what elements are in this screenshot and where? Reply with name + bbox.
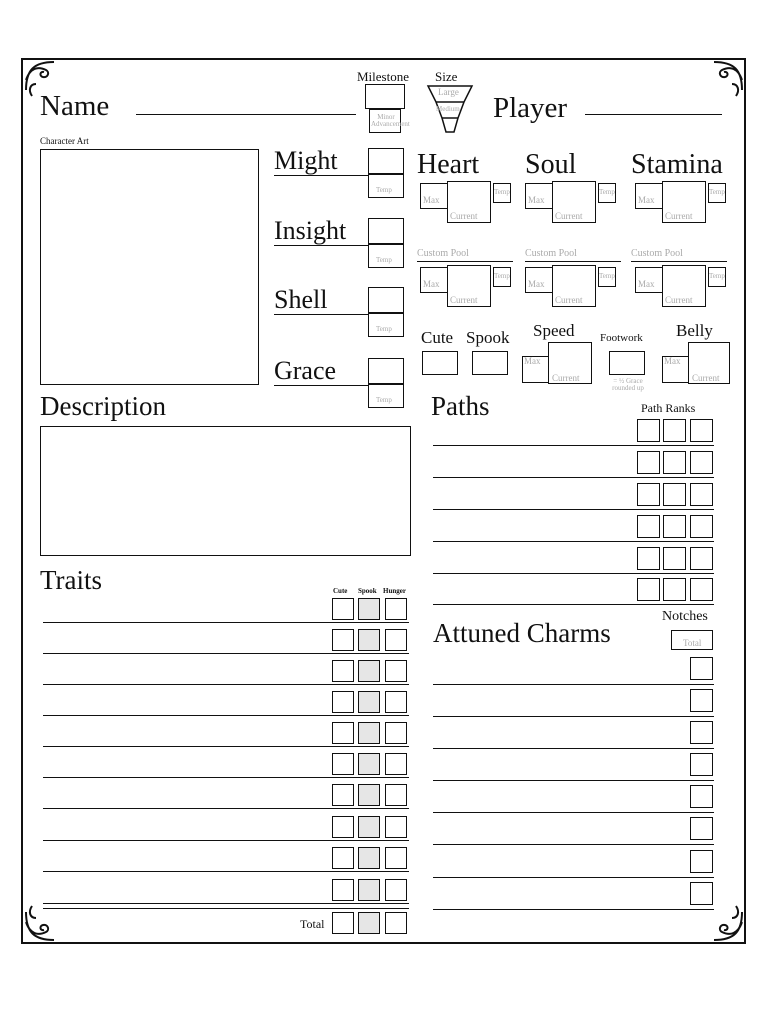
path-rank-box-1-2[interactable] xyxy=(690,451,713,474)
trait-line-7[interactable] xyxy=(43,840,409,841)
path-rank-box-2-0[interactable] xyxy=(637,483,660,506)
custom-pool-temp-label-0: Temp xyxy=(494,272,510,280)
charm-notch-box-5[interactable] xyxy=(690,817,713,840)
trait-spook-box-6[interactable] xyxy=(358,784,380,806)
trait-hunger-box-6[interactable] xyxy=(385,784,407,806)
path-ranks-label: Path Ranks xyxy=(641,401,696,415)
path-rank-box-0-2[interactable] xyxy=(690,419,713,442)
character-art-box[interactable] xyxy=(40,149,259,385)
attribute-label-0: Might xyxy=(274,146,338,175)
trait-line-5[interactable] xyxy=(43,777,409,778)
custom-pool-max-label-1: Max xyxy=(528,279,545,289)
trait-line-last[interactable] xyxy=(43,908,409,909)
trait-hunger-box-2[interactable] xyxy=(385,660,407,682)
traits-total-hunger-box[interactable] xyxy=(385,912,407,934)
pool-temp-label-0: Temp xyxy=(494,188,510,196)
trait-line-3[interactable] xyxy=(43,715,409,716)
charm-line-5[interactable] xyxy=(433,844,714,845)
custom-pool-label-1: Custom Pool xyxy=(525,248,577,259)
cute-box[interactable] xyxy=(422,351,458,375)
path-rank-box-4-1[interactable] xyxy=(663,547,686,570)
attribute-label-1: Insight xyxy=(274,216,347,245)
trait-spook-box-7[interactable] xyxy=(358,816,380,838)
trait-cute-box-6[interactable] xyxy=(332,784,354,806)
path-rank-box-2-2[interactable] xyxy=(690,483,713,506)
path-rank-box-4-0[interactable] xyxy=(637,547,660,570)
pool-label-0: Heart xyxy=(417,149,480,180)
attribute-label-3: Grace xyxy=(274,356,337,385)
path-rank-box-2-1[interactable] xyxy=(663,483,686,506)
spook-label: Spook xyxy=(466,328,510,347)
size-medium-label: Medium xyxy=(436,105,460,113)
traits-col-cute: Cute xyxy=(333,587,348,595)
charm-notch-box-7[interactable] xyxy=(690,882,713,905)
pool-current-label-2: Current xyxy=(665,211,693,221)
pool-current-label-0: Current xyxy=(450,211,478,221)
trait-spook-box-4[interactable] xyxy=(358,722,380,744)
pool-temp-label-1: Temp xyxy=(599,188,615,196)
trait-cute-box-0[interactable] xyxy=(332,598,354,620)
path-rank-box-1-1[interactable] xyxy=(663,451,686,474)
custom-pool-current-label-2: Current xyxy=(665,295,693,305)
speed-max-label: Max xyxy=(524,356,541,366)
attribute-temp-label-3: Temp xyxy=(376,396,392,404)
trait-line-0[interactable] xyxy=(43,622,409,623)
notches-label: Notches xyxy=(662,609,708,624)
trait-cute-box-3[interactable] xyxy=(332,691,354,713)
path-rank-box-1-0[interactable] xyxy=(637,451,660,474)
name-label: Name xyxy=(40,90,110,122)
trait-line-6[interactable] xyxy=(43,808,409,809)
trait-cute-box-7[interactable] xyxy=(332,816,354,838)
spook-box[interactable] xyxy=(472,351,508,375)
pool-label-2: Stamina xyxy=(631,149,723,180)
trait-hunger-box-1[interactable] xyxy=(385,629,407,651)
custom-pool-current-label-0: Current xyxy=(450,295,478,305)
player-field[interactable] xyxy=(585,114,722,115)
charm-line-last[interactable] xyxy=(433,909,714,910)
charm-line-6[interactable] xyxy=(433,877,714,878)
path-line-1[interactable] xyxy=(433,477,714,478)
trait-cute-box-4[interactable] xyxy=(332,722,354,744)
charm-line-2[interactable] xyxy=(433,748,714,749)
trait-line-2[interactable] xyxy=(43,684,409,685)
path-rank-box-0-1[interactable] xyxy=(663,419,686,442)
charm-notch-box-1[interactable] xyxy=(690,689,713,712)
attribute-value-box-3[interactable] xyxy=(368,358,404,384)
flourish-top-right-icon xyxy=(704,60,744,100)
footwork-box[interactable] xyxy=(609,351,645,375)
traits-col-spook: Spook xyxy=(358,587,377,595)
trait-spook-box-5[interactable] xyxy=(358,753,380,775)
custom-pool-temp-label-1: Temp xyxy=(599,272,615,280)
flourish-bottom-right-icon xyxy=(704,902,744,942)
path-line-2[interactable] xyxy=(433,509,714,510)
trait-hunger-box-0[interactable] xyxy=(385,598,407,620)
charm-line-3[interactable] xyxy=(433,780,714,781)
footwork-note: = ½ Grace rounded up xyxy=(612,377,644,392)
traits-col-hunger: Hunger xyxy=(383,587,406,595)
attribute-underline-3 xyxy=(274,385,369,386)
trait-hunger-box-4[interactable] xyxy=(385,722,407,744)
charm-line-0[interactable] xyxy=(433,684,714,685)
cute-label: Cute xyxy=(421,328,454,347)
custom-pool-max-label-2: Max xyxy=(638,279,655,289)
trait-cute-box-1[interactable] xyxy=(332,629,354,651)
player-label: Player xyxy=(493,92,568,124)
trait-cute-box-2[interactable] xyxy=(332,660,354,682)
path-line-5[interactable] xyxy=(433,604,714,605)
milestone-box[interactable] xyxy=(365,84,405,109)
trait-spook-box-3[interactable] xyxy=(358,691,380,713)
path-rank-box-5-1[interactable] xyxy=(663,578,686,601)
trait-cute-box-9[interactable] xyxy=(332,879,354,901)
speed-label: Speed xyxy=(533,321,575,340)
trait-spook-box-9[interactable] xyxy=(358,879,380,901)
trait-hunger-box-5[interactable] xyxy=(385,753,407,775)
path-rank-box-5-0[interactable] xyxy=(637,578,660,601)
pool-current-label-1: Current xyxy=(555,211,583,221)
custom-pool-underline-0 xyxy=(417,261,513,262)
path-line-4[interactable] xyxy=(433,573,714,574)
path-rank-box-4-2[interactable] xyxy=(690,547,713,570)
trait-line-4[interactable] xyxy=(43,746,409,747)
description-label: Description xyxy=(40,391,166,421)
charm-notch-box-0[interactable] xyxy=(690,657,713,680)
minor-advancement-label: Minor Advancement xyxy=(371,113,410,128)
path-rank-box-3-2[interactable] xyxy=(690,515,713,538)
trait-hunger-box-3[interactable] xyxy=(385,691,407,713)
attribute-value-box-0[interactable] xyxy=(368,148,404,174)
footwork-label: Footwork xyxy=(600,332,643,344)
trait-spook-box-1[interactable] xyxy=(358,629,380,651)
custom-pool-label-2: Custom Pool xyxy=(631,248,683,259)
path-rank-box-0-0[interactable] xyxy=(637,419,660,442)
trait-line-8[interactable] xyxy=(43,871,409,872)
trait-spook-box-0[interactable] xyxy=(358,598,380,620)
charm-notch-box-6[interactable] xyxy=(690,850,713,873)
trait-spook-box-8[interactable] xyxy=(358,847,380,869)
charm-notch-box-4[interactable] xyxy=(690,785,713,808)
attribute-value-box-2[interactable] xyxy=(368,287,404,313)
path-line-0[interactable] xyxy=(433,445,714,446)
belly-current-label: Current xyxy=(692,373,720,383)
notches-total-label: Total xyxy=(683,638,702,648)
custom-pool-temp-label-2: Temp xyxy=(709,272,725,280)
attribute-underline-0 xyxy=(274,175,369,176)
trait-line-1[interactable] xyxy=(43,653,409,654)
name-field[interactable] xyxy=(136,114,356,115)
charm-line-1[interactable] xyxy=(433,716,714,717)
trait-hunger-box-9[interactable] xyxy=(385,879,407,901)
path-rank-box-3-0[interactable] xyxy=(637,515,660,538)
trait-hunger-box-7[interactable] xyxy=(385,816,407,838)
paths-label: Paths xyxy=(431,391,490,421)
custom-pool-underline-1 xyxy=(525,261,621,262)
path-rank-box-3-1[interactable] xyxy=(663,515,686,538)
traits-label: Traits xyxy=(40,565,103,595)
pool-label-1: Soul xyxy=(525,149,577,180)
pool-temp-label-2: Temp xyxy=(709,188,725,196)
attribute-value-box-1[interactable] xyxy=(368,218,404,244)
description-box[interactable] xyxy=(40,426,411,556)
trait-hunger-box-8[interactable] xyxy=(385,847,407,869)
attribute-temp-label-1: Temp xyxy=(376,256,392,264)
belly-label: Belly xyxy=(676,321,713,340)
attuned-charms-label: Attuned Charms xyxy=(433,618,611,648)
custom-pool-current-label-1: Current xyxy=(555,295,583,305)
trait-cute-box-5[interactable] xyxy=(332,753,354,775)
trait-cute-box-8[interactable] xyxy=(332,847,354,869)
path-line-3[interactable] xyxy=(433,541,714,542)
attribute-label-2: Shell xyxy=(274,285,328,314)
attribute-temp-label-2: Temp xyxy=(376,325,392,333)
charm-notch-box-3[interactable] xyxy=(690,753,713,776)
path-rank-box-5-2[interactable] xyxy=(690,578,713,601)
custom-pool-max-label-0: Max xyxy=(423,279,440,289)
milestone-label: Milestone xyxy=(357,69,409,84)
custom-pool-label-0: Custom Pool xyxy=(417,248,469,259)
pool-max-label-0: Max xyxy=(423,195,440,205)
belly-max-label: Max xyxy=(664,356,681,366)
traits-total-label: Total xyxy=(300,917,325,931)
charm-line-4[interactable] xyxy=(433,812,714,813)
trait-line-9[interactable] xyxy=(43,903,409,904)
size-label: Size xyxy=(435,69,458,84)
pool-max-label-2: Max xyxy=(638,195,655,205)
speed-current-label: Current xyxy=(552,373,580,383)
traits-total-cute-box[interactable] xyxy=(332,912,354,934)
attribute-underline-1 xyxy=(274,245,369,246)
attribute-temp-label-0: Temp xyxy=(376,186,392,194)
size-large-label: Large xyxy=(438,87,459,97)
attribute-underline-2 xyxy=(274,314,369,315)
trait-spook-box-2[interactable] xyxy=(358,660,380,682)
pool-max-label-1: Max xyxy=(528,195,545,205)
custom-pool-underline-2 xyxy=(631,261,727,262)
traits-total-spook-box[interactable] xyxy=(358,912,380,934)
character-art-label: Character Art xyxy=(40,136,89,146)
charm-notch-box-2[interactable] xyxy=(690,721,713,744)
